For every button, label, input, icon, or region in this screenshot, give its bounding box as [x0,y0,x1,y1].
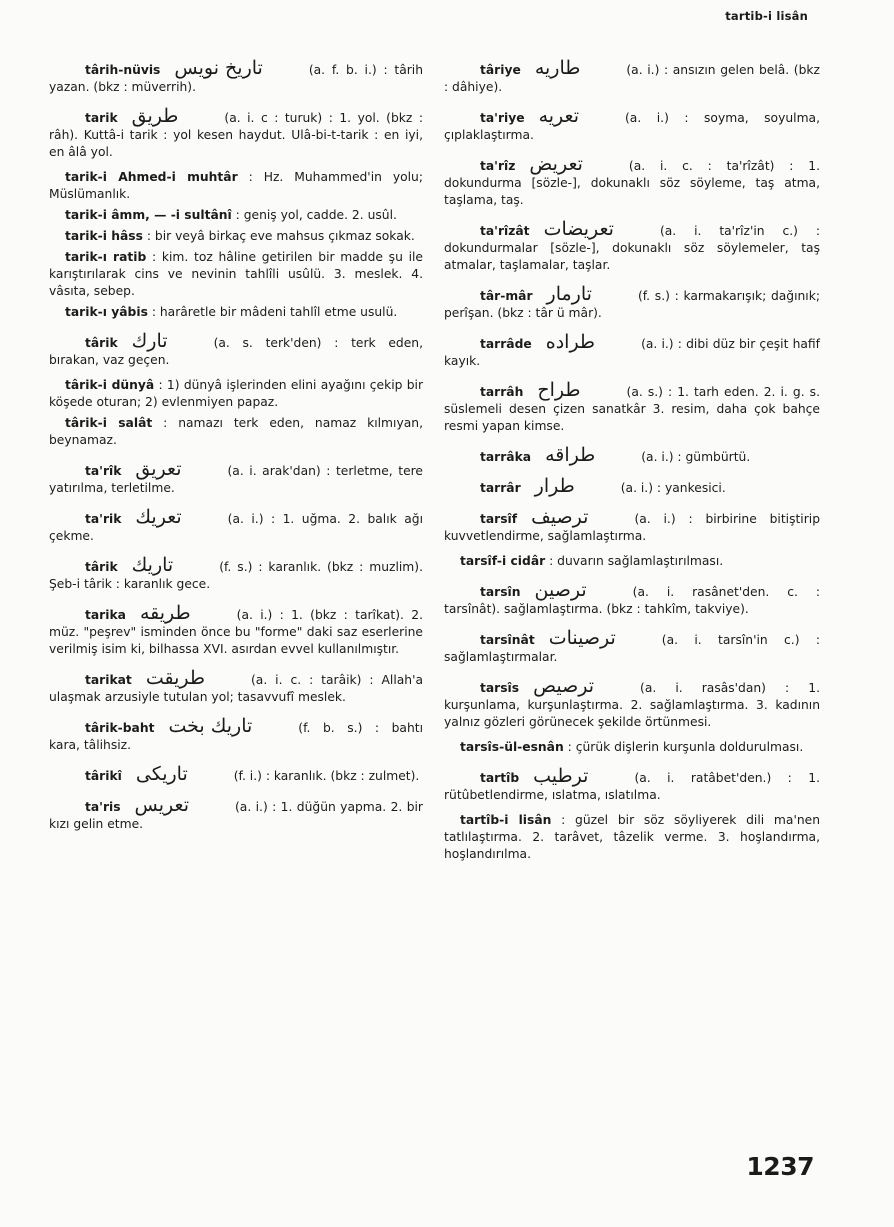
dictionary-entry [444,506,820,545]
definition: (f. s.) : karanlık. (bkz : muzlim). Şeb-i târik : karanlık gece. [49,560,423,591]
definition: (a. i. ratâbet'den.) : 1. rütûbetlendirme, ıslatma, ıslatılma. [444,771,820,802]
running-head: tartib-i lisân [725,9,808,23]
dictionary-entry [444,475,820,497]
dictionary-entry [444,675,820,731]
definition: (a. s.) : 1. tarh eden. 2. i. g. s. süslemeli desen çizen sanatkâr 3. resim, daha çok bahçe resmi yapan kimse. [444,385,820,433]
right-column [444,57,820,867]
headword: tartîb [480,771,520,785]
dictionary-entry [49,667,423,706]
headword: tarik-ı ratib [65,250,147,264]
headword: ta'rîzât [480,224,530,238]
headword: târik-baht [85,721,155,735]
ottoman-script: تاریك [131,554,174,576]
definition: (a. i.) : yankesici. [620,481,726,495]
sub-entry [444,553,820,570]
dictionary-entry [49,554,423,593]
headword: tarrâde [480,337,532,351]
ottoman-script: طراده [545,331,596,353]
headword: tarik-ı yâbis [65,305,148,319]
headword: ta'riye [480,111,525,125]
dictionary-entry [49,794,423,833]
ottoman-script: ترصین [534,579,587,601]
definition: (a. i.) : birbirine bitiştirip kuvvetlendirme, sağlamlaştırma. [444,512,820,543]
definition: (f. i.) : karanlık. (bkz : zulmet). [233,769,420,783]
dictionary-entry [444,444,820,466]
ottoman-script: تاریخ نویس [174,57,263,79]
sub-entry [49,207,423,224]
headword: târik [85,336,118,350]
ottoman-script: ترصینات [548,627,616,649]
headword: tarika [85,608,126,622]
definition: (a. i.) : gümbürtü. [641,450,751,464]
ottoman-script: تعریك [135,506,182,528]
sub-entry [49,304,423,321]
dictionary-entry [444,627,820,666]
definition: (a. i. rasânet'den. c. : tarsînât). sağlamlaştırma. (bkz : tahkîm, takviye). [444,585,820,616]
dictionary-entry [49,506,423,545]
dictionary-entry [444,283,820,322]
headword: tarik [85,111,118,125]
headword: târik [85,560,118,574]
definition: : kim. toz hâline getirilen bir madde şu ile karıştırılarak cins ve nevinin tahlîli usûlü. 3. meslek. 4. vâsıta, sebep. [49,250,423,298]
sub-entry [444,812,820,863]
definition: : namazı terk eden, namaz kılmıyan, beynamaz. [49,416,423,447]
definition: : duvarın sağlamlaştırılması. [549,554,724,568]
headword: ta'ris [85,800,121,814]
dictionary-entry [49,602,423,658]
sub-entry [49,249,423,300]
headword: tartîb-i lisân [460,813,552,827]
headword: târih-nüvis [85,63,161,77]
ottoman-script: طریقت [145,667,205,689]
headword: tarikat [85,673,132,687]
ottoman-script: طراح [537,379,581,401]
dictionary-entry [49,763,423,785]
definition: : geniş yol, cadde. 2. usûl. [235,208,397,222]
definition: (a. i.) : 1. (bkz : tarîkat). 2. müz. "peşrev" isminden önce bu "forme" daki saz eserlerine verilmiş isim ki, bilhassa XVI. asırdan evvel kullanılmıştır. [49,608,423,656]
ottoman-script: طاریه [534,57,581,79]
ottoman-script: ترصیص [533,675,595,697]
headword: tarik-i hâss [65,229,143,243]
ottoman-script: تعریس [134,794,189,816]
dictionary-entry [444,153,820,209]
headword: tarrâka [480,450,532,464]
dictionary-entry [49,458,423,497]
ottoman-script: ترطیب [533,765,589,787]
dictionary-entry [444,57,820,96]
definition: : 1) dünyâ işlerinden elini ayağını çekip bir köşede oturan; 2) evlenmiyen papaz. [49,378,423,409]
ottoman-script: تاریك بخت [168,715,253,737]
sub-entry [49,228,423,245]
dictionary-entry [444,579,820,618]
definition: (a. i.) : ansızın gelen belâ. (bkz : dâhiye). [444,63,820,94]
ottoman-script: تارك [131,330,168,352]
definition: (a. s. terk'den) : terk eden, bırakan, vaz geçen. [49,336,423,367]
headword: târik-i dünyâ [65,378,155,392]
definition: (a. i. c. : tarâik) : Allah'a ulaşmak arzusiyle tutulan yol; tasavvufî meslek. [49,673,423,704]
headword: tarik-i âmm, — -i sultânî [65,208,232,222]
ottoman-script: طریق [131,105,179,127]
ottoman-script: تعریضات [543,218,614,240]
definition: (a. i.) : 1. uğma. 2. balık ağı çekme. [49,512,423,543]
ottoman-script: طرار [534,475,575,497]
sub-entry [49,415,423,449]
definition: (a. i.) : 1. düğün yapma. 2. bir kızı gelin etme. [49,800,423,831]
definition: : harâretle bir mâdeni tahlîl etme usulü. [151,305,398,319]
headword: tarsîf [480,512,518,526]
definition: (a. i. c. : ta'rîzât) : 1. dokundurma [sözle-], dokunaklı söz söyleme, taş atma, taşlama, taş. [444,159,820,207]
definition: : çürük dişlerin kurşunla doldurulması. [567,740,804,754]
headword: târik-i salât [65,416,153,430]
ottoman-script: تعریه [538,105,579,127]
definition: (a. i. c : turuk) : 1. yol. (bkz : râh). Kuttâ-i tarik : yol kesen haydut. Ulâ-bi-t-tarik : en iyi, en âlâ yol. [49,111,423,159]
sub-entry [49,377,423,411]
dictionary-entry [444,331,820,370]
dictionary-entry [444,218,820,274]
left-column [49,57,423,841]
dictionary-entry [49,57,423,96]
ottoman-script: تارمار [546,283,592,305]
headword: tarsîf-i cidâr [460,554,546,568]
definition: (a. f. b. i.) : târih yazan. (bkz : müverrih). [49,63,423,94]
dictionary-entry [444,765,820,804]
definition: (a. i.) : soyma, soyulma, çıplaklaştırma. [444,111,820,142]
headword: târikî [85,769,122,783]
definition: (a. i. rasâs'dan) : 1. kurşunlama, kurşunlaştırma. 2. sağlamlaştırma. 3. kadının yalnız gözleri görünecek şekilde örtünmesi. [444,681,820,729]
headword: târ-mâr [480,289,533,303]
definition: (a. i. arak'dan) : terletme, tere yatırılma, terletilme. [49,464,423,495]
headword: tarsîs [480,681,520,695]
dictionary-entry [444,105,820,144]
headword: tarsîs-ül-esnân [460,740,564,754]
ottoman-script: تاریكی [135,763,188,785]
definition: : güzel bir söz söyliyerek dili ma'nen tatlılaştırma. 2. tarâvet, tâzelik verme. 3. hoşlandırma, hoşlandırılma. [444,813,820,861]
definition: (f. s.) : karmakarışık; dağınık; perîşan. (bkz : târ ü mâr). [444,289,820,320]
headword: tarsînât [480,633,535,647]
sub-entry [444,739,820,756]
dictionary-entry [444,379,820,435]
headword: ta'rîz [480,159,516,173]
definition: (a. i. tarsîn'in c.) : sağlamlaştırmalar. [444,633,820,664]
headword: tarrâr [480,481,521,495]
headword: tarik-i Ahmed-i muhtâr [65,170,238,184]
definition: : Hz. Muhammed'in yolu; Müslümanlık. [49,170,423,201]
ottoman-script: طراقه [545,444,596,466]
headword: tarrâh [480,385,524,399]
dictionary-entry [49,330,423,369]
dictionary-entry [49,715,423,754]
definition: (a. i. ta'rîz'in c.) : dokundurmalar [sözle-], dokunaklı söz söylemeler, taş atmalar, taşlamalar, taşlar. [444,224,820,272]
headword: ta'rik [85,512,122,526]
ottoman-script: تعریض [529,153,583,175]
dictionary-entry [49,105,423,161]
definition: (a. i.) : dibi düz bir çeşit hafif kayık. [444,337,820,368]
headword: ta'rîk [85,464,122,478]
ottoman-script: طریقه [139,602,191,624]
headword: târiye [480,63,521,77]
page-number: 1237 [746,1152,814,1181]
definition: : bir veyâ birkaç eve mahsus çıkmaz sokak. [146,229,415,243]
definition: (f. b. s.) : bahtı kara, tâlihsiz. [49,721,423,752]
headword: tarsîn [480,585,521,599]
ottoman-script: ترصیف [531,506,589,528]
sub-entry [49,169,423,203]
ottoman-script: تعریق [135,458,182,480]
